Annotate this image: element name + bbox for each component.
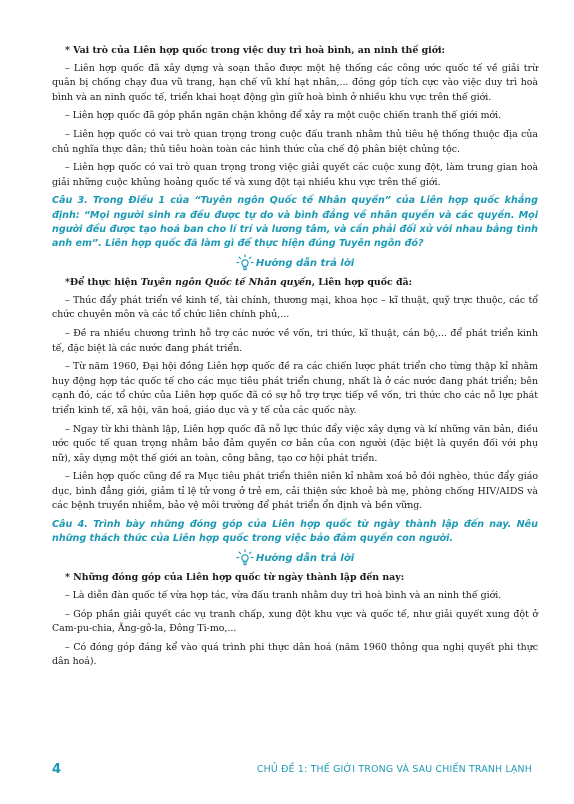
paragraph: – Liên hợp quốc có vai trò quan trọng trong việc giải quyết các cuộc xung đột, làm trung gian hoà giải những cuộc khủng hoảng quốc tế và xung đột tại nhiều khu vực trên thế giới. bbox=[52, 162, 538, 188]
answer-heading-pre: *Để thực hiện bbox=[65, 277, 141, 289]
answer-guide-label: Hướng dẫn trả lời bbox=[255, 552, 355, 564]
page-number: 4 bbox=[52, 761, 62, 777]
paragraph: – Đề ra nhiều chương trình hỗ trợ các nước về vốn, tri thức, kĩ thuật, cán bộ,... để phát triển kinh tế, đặc biệt là các nước đang phát triển. bbox=[52, 327, 538, 354]
chapter-title: CHỦ ĐỀ 1: THẾ GIỚI TRONG VÀ SAU CHIẾN TRANH LẠNH bbox=[256, 763, 532, 775]
paragraph: – Liên hợp quốc đã góp phần ngăn chặn không để xảy ra một cuộc chiến tranh thế giới mới. bbox=[65, 110, 502, 122]
page-footer bbox=[52, 761, 532, 777]
answer-guide-label: Hướng dẫn trả lời bbox=[255, 257, 355, 269]
page-content bbox=[52, 44, 538, 674]
answer-heading-q3 bbox=[52, 276, 538, 291]
paragraph: – Góp phần giải quyết các vụ tranh chấp, xung đột khu vực và quốc tế, như giải quyết xung đột ở Cam-pu-chia, Ăng-gô-la, Đông Ti-mo,... bbox=[52, 608, 538, 635]
paragraph: – Liên hợp quốc đã xây dựng và soạn thảo được một hệ thống các công ước quốc tế về giải trừ quân bị chống chạy đua vũ trang, hạn chế vũ khí hạt nhân,... đóng góp tích cực vào việc duy trì hoà bình và an ninh quốc tế, triển khai hoạt động gìn giữ hoà bình ở nhiều khu vực trên thế giới. bbox=[52, 62, 538, 103]
paragraph: – Ngay từ khi thành lập, Liên hợp quốc đã nỗ lực thúc đẩy việc xây dựng và kí những văn bản, điều ước quốc tế quan trọng nhằm bảo đảm quyền cơ bản của con người (đặc biệt là quyền đối với phụ nữ), xây dựng một thế giới an toàn, công bằng, tạo cơ hội phát triển. bbox=[52, 423, 538, 464]
paragraph: – Thúc đẩy phát triển về kinh tế, tài chính, thương mại, khoa học – kĩ thuật, quỹ trực thuộc, các tổ chức chuyên môn và các tổ chức liên chính phủ,... bbox=[52, 294, 538, 321]
paragraph: – Liên hợp quốc có vai trò quan trọng trong cuộc đấu tranh nhằm thủ tiêu hệ thống thuộc địa của chủ nghĩa thực dân; thủ tiêu hoàn toàn các hình thức của chế độ phân biệt chủng tộc. bbox=[52, 128, 538, 155]
paragraph: – Từ năm 1960, Đại hội đồng Liên hợp quốc đề ra các chiến lược phát triển cho từng thập kỉ nhằm huy động hợp tác quốc tế cho các mục tiêu phát triển chung, nhất là ở các nước đang phát triển; bên cạnh đó, các tổ chức của Liên hợp quốc đã có sự hỗ trợ trực tiếp về vốn, tri thức cho các nỗ lực phát triển kinh tế, xã hội, văn hoá, giáo dục và y tế của các quốc này. bbox=[52, 361, 538, 416]
lightbulb-icon bbox=[236, 254, 254, 272]
section-heading-peace-role: * Vai trò của Liên hợp quốc trong việc duy trì hoà bình, an ninh thế giới: bbox=[65, 45, 445, 56]
lightbulb-icon bbox=[236, 549, 254, 567]
answer-guide-header bbox=[52, 549, 538, 567]
paragraph: – Liên hợp quốc cũng đề ra Mục tiêu phát triển thiên niên kỉ nhằm xoá bỏ đói nghèo, thúc đẩy giáo dục, bình đẳng giới, giảm tỉ lệ tử vong ở trẻ em, cải thiện sức khoẻ bà mẹ, phòng chống HIV/AIDS và các bệnh truyền nhiễm, bảo vệ môi trường để phát triển ổn định và bền vững. bbox=[52, 471, 538, 512]
question-3: Câu 3. Trong Điều 1 của “Tuyên ngôn Quốc tế Nhân quyền” của Liên hợp quốc khẳng định: “Mọi người sinh ra đều được tự do và bình đẳng về nhân quyền và các quyền. Mọi người đều được tạo hoá ban cho lí trí và lương tâm, và cần phải đối xử với nhau bằng tình anh em”. Liên hợp quốc đã làm gì để thực hiện đúng Tuyên ngôn đó? bbox=[52, 195, 538, 249]
paragraph: – Là diễn đàn quốc tế vừa hợp tác, vừa đấu tranh nhằm duy trì hoà bình và an ninh thế giới. bbox=[65, 590, 502, 602]
question-4: Câu 4. Trình bày những đóng góp của Liên hợp quốc từ ngày thành lập đến nay. Nêu những thách thức của Liên hợp quốc trong việc bảo đảm quyền con người. bbox=[52, 519, 538, 545]
answer-guide-header bbox=[52, 254, 538, 272]
answer-heading-q4: * Những đóng góp của Liên hợp quốc từ ngày thành lập đến nay: bbox=[65, 572, 405, 584]
paragraph: – Có đóng góp đáng kể vào quá trình phi thực dân hoá (năm 1960 thông qua nghị quyết phi thực dân hoá). bbox=[52, 641, 538, 668]
answer-heading-title: Tuyên ngôn Quốc tế Nhân quyền bbox=[140, 277, 312, 289]
answer-heading-post: , Liên hợp quốc đã: bbox=[311, 277, 413, 289]
